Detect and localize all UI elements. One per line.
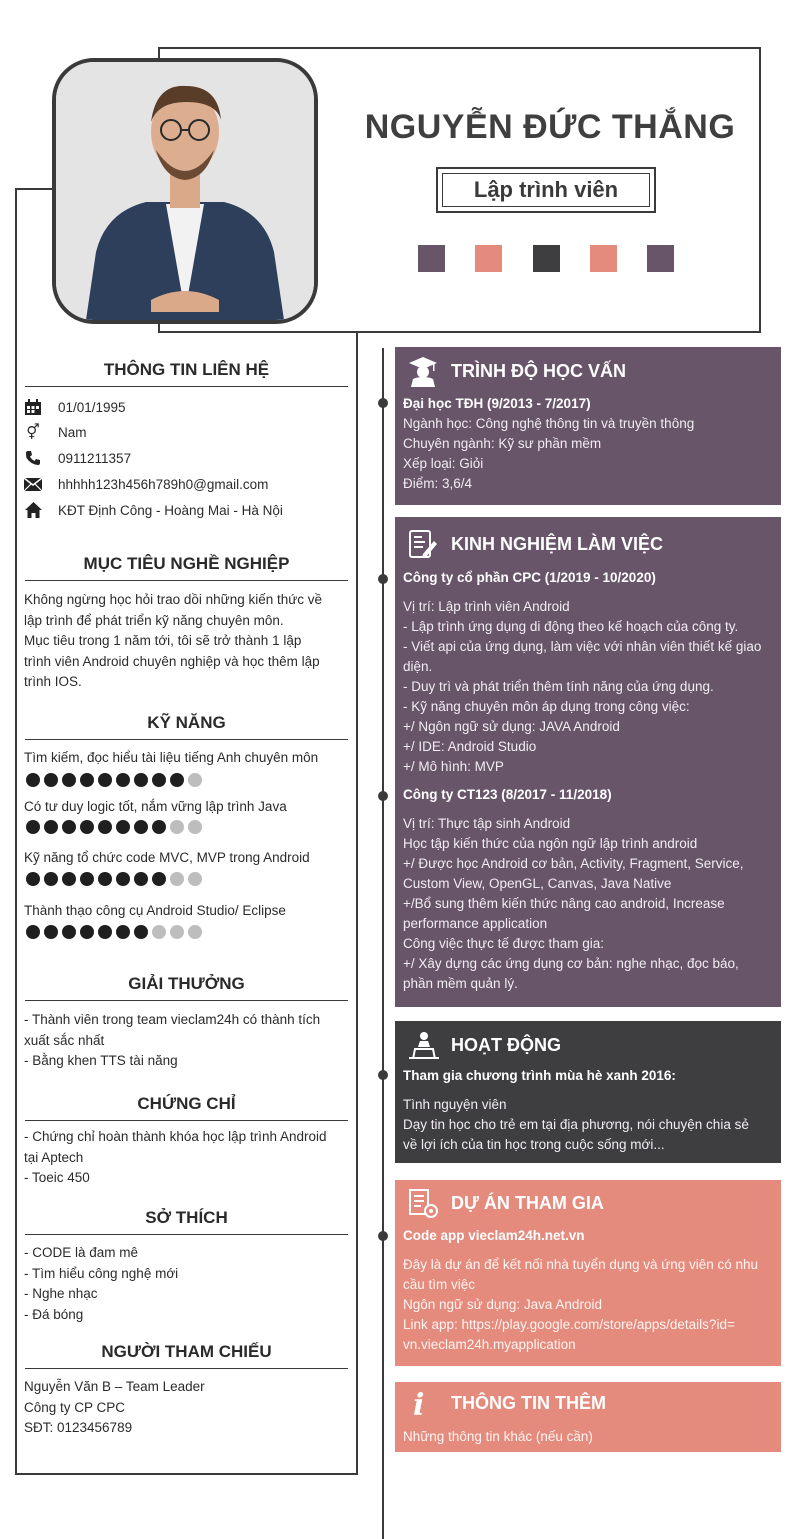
- gender-value: Nam: [58, 424, 87, 440]
- objective-text: [24, 590, 344, 693]
- activities-heading: Tham gia chương trình mùa hè xanh 2016:: [403, 1068, 676, 1083]
- hobbies-title: SỞ THÍCH: [25, 1208, 348, 1235]
- certificates-text: [24, 1127, 344, 1189]
- skill-dot-filled: [98, 773, 112, 787]
- job-title-frame: [436, 167, 656, 213]
- job-line: +/ Mô hình: MVP: [403, 759, 504, 774]
- job-line: +/ Ngôn ngữ sử dụng: JAVA Android: [403, 719, 620, 734]
- contact-phone: [22, 448, 131, 468]
- job-heading: Công ty cổ phần CPC (1/2019 - 10/2020): [403, 570, 656, 585]
- timeline-node: [378, 398, 388, 408]
- skill-dot-filled: [62, 872, 76, 886]
- skill-dot-filled: [26, 872, 40, 886]
- activity-line: về lợi ích của tin học trong cuộc sống mới...: [403, 1137, 665, 1152]
- home-icon: [22, 502, 44, 518]
- job-2: [403, 785, 775, 994]
- skill-dot-filled: [98, 872, 112, 886]
- phone-value: 0911211357: [58, 450, 132, 466]
- job-line: Công việc thực tế được tham gia:: [403, 936, 605, 951]
- objective-line: trình IOS.: [24, 674, 82, 689]
- skill-dot-filled: [44, 872, 58, 886]
- skill-dot-empty: [170, 820, 184, 834]
- references-text: [24, 1377, 344, 1439]
- hobby-line: - Đá bóng: [24, 1306, 84, 1322]
- skill-dot-empty: [188, 820, 202, 834]
- info-icon: i: [413, 1388, 425, 1423]
- job-line: - Lập trình ứng dụng di động theo kế hoạch của công ty.: [403, 619, 739, 634]
- objective-line: Không ngừng học hỏi trao dồi những kiến thức về: [24, 592, 323, 607]
- more-info-card: [395, 1382, 781, 1452]
- skill-label: Tìm kiếm, đọc hiểu tài liệu tiếng Anh chuyên môn: [24, 750, 319, 765]
- education-title: TRÌNH ĐỘ HỌC VẤN: [451, 361, 626, 381]
- certificate-line: tại Aptech: [24, 1149, 84, 1165]
- skill-dot-filled: [26, 773, 40, 787]
- job-heading: Công ty CT123 (8/2017 - 11/2018): [403, 787, 612, 802]
- education-line: Chuyên ngành: Kỹ sư phần mềm: [403, 436, 602, 451]
- phone-icon: [22, 450, 44, 466]
- job-line: Custom View, OpenGL, Canvas, Java Native: [403, 876, 672, 891]
- skill-dot-filled: [80, 925, 94, 939]
- skill-dot-empty: [188, 773, 202, 787]
- portrait-illustration: [56, 62, 314, 320]
- skills-title: KỸ NĂNG: [25, 713, 348, 740]
- timeline-line: [382, 348, 384, 1539]
- job-line: diện.: [403, 659, 433, 674]
- skill-dot-filled: [44, 773, 58, 787]
- skill-dot-filled: [134, 820, 148, 834]
- project-line: Ngôn ngữ sử dụng: Java Android: [403, 1297, 602, 1312]
- gender-icon: ⚥: [26, 424, 40, 441]
- more-info-text: Những thông tin khác (nếu cần): [403, 1429, 593, 1444]
- reference-line: Công ty CP CPC: [24, 1399, 126, 1415]
- contact-title: THÔNG TIN LIÊN HỆ: [25, 360, 348, 387]
- certificate-line: - Toeic 450: [24, 1170, 90, 1185]
- project-line: Đây là dự án để kết nối nhà tuyển dụng và ứng viên có nhu: [403, 1257, 759, 1272]
- email-value: hhhhh123h456h789h0@gmail.com: [58, 476, 269, 492]
- experience-title: KINH NGHIỆM LÀM VIỆC: [451, 534, 664, 554]
- award-line: xuất sắc nhất: [24, 1032, 105, 1048]
- job-line: +/ Được học Android cơ bản, Activity, Fragment, Service,: [403, 856, 744, 871]
- awards-title: GIẢI THƯỞNG: [25, 974, 348, 1001]
- calendar-icon: [22, 399, 44, 416]
- skill-dot-filled: [80, 820, 94, 834]
- skill-dot-filled: [44, 820, 58, 834]
- skill-dot-filled: [62, 820, 76, 834]
- timeline-node: [378, 1070, 388, 1080]
- skill-dot-filled: [134, 872, 148, 886]
- timeline-node: [378, 1231, 388, 1241]
- email-icon: [22, 478, 44, 491]
- job-line: +/ Xây dựng các ứng dụng cơ bản: nghe nhạc, đọc báo,: [403, 956, 739, 971]
- job-line: Vị trí: Thực tập sinh Android: [403, 816, 571, 831]
- awards-text: [24, 1010, 344, 1072]
- contact-address: [22, 500, 283, 520]
- job-line: Học tập kiến thức của ngôn ngữ lập trình android: [403, 836, 698, 851]
- skill-dot-filled: [134, 773, 148, 787]
- activity-line: Dạy tin học cho trẻ em tại địa phương, nói chuyện chia sẻ: [403, 1117, 749, 1132]
- skill-dot-filled: [26, 925, 40, 939]
- skill-dot-empty: [170, 872, 184, 886]
- skill-dot-filled: [26, 820, 40, 834]
- skill-label: Có tư duy logic tốt, nắm vững lập trình Java: [24, 799, 287, 814]
- project-heading: Code app vieclam24h.net.vn: [403, 1228, 585, 1243]
- swatch-1: [418, 245, 445, 272]
- swatch-3: [533, 245, 560, 272]
- skill-dot-filled: [152, 872, 166, 886]
- graduate-icon: [409, 357, 437, 392]
- skill-dot-filled: [152, 820, 166, 834]
- skill-dot-filled: [98, 820, 112, 834]
- education-line: Điểm: 3,6/4: [403, 476, 473, 491]
- skill-dot-filled: [44, 925, 58, 939]
- skill-dot-empty: [188, 925, 202, 939]
- experience-card: [395, 517, 781, 1007]
- avatar: [52, 58, 318, 324]
- contact-gender: [22, 422, 87, 442]
- skill-dot-filled: [134, 925, 148, 939]
- job-line: performance application: [403, 916, 548, 931]
- job-line: phần mềm quản lý.: [403, 976, 518, 991]
- podium-icon: [409, 1031, 439, 1064]
- skill-dot-filled: [116, 820, 130, 834]
- birthday-value: 01/01/1995: [58, 399, 126, 415]
- address-value: KĐT Định Công - Hoàng Mai - Hà Nội: [58, 502, 283, 518]
- project-line: cầu tìm việc: [403, 1277, 476, 1292]
- skill-dot-filled: [116, 872, 130, 886]
- skill-rating: [26, 773, 202, 787]
- activities-title: HOẠT ĐỘNG: [451, 1035, 561, 1055]
- skill-label: Thành thạo công cụ Android Studio/ Eclipse: [24, 903, 286, 918]
- skill-dot-filled: [80, 773, 94, 787]
- project-line: vn.vieclam24h.myapplication: [403, 1337, 576, 1352]
- skill-dot-filled: [116, 773, 130, 787]
- objective-line: trình viên Android chuyên nghiệp và học thêm lập: [24, 653, 320, 669]
- hobby-line: - CODE là đam mê: [24, 1245, 139, 1260]
- skill-dot-filled: [98, 925, 112, 939]
- certificates-title: CHỨNG CHỈ: [25, 1094, 348, 1121]
- skill-dot-filled: [62, 773, 76, 787]
- project-line: Link app: https://play.google.com/store/apps/details?id=: [403, 1317, 735, 1332]
- job-line: - Viết api của ứng dụng, làm việc với nhân viên thiết kế giao: [403, 639, 762, 654]
- swatch-5: [647, 245, 674, 272]
- candidate-name: NGUYỄN ĐỨC THẮNG: [364, 108, 736, 146]
- projects-title: DỰ ÁN THAM GIA: [451, 1193, 604, 1213]
- timeline-node: [378, 791, 388, 801]
- education-line: Ngành học: Công nghệ thông tin và truyền thông: [403, 416, 695, 431]
- skill-dot-filled: [80, 872, 94, 886]
- swatch-2: [475, 245, 502, 272]
- project-doc-icon: [409, 1189, 439, 1224]
- education-line: Xếp loại: Giỏi: [403, 456, 484, 471]
- skill-rating: [26, 872, 202, 886]
- job-line: +/Bổ sung thêm kiến thức nâng cao android, Increase: [403, 896, 725, 911]
- skill-label: Kỹ năng tổ chức code MVC, MVP trong Android: [24, 850, 310, 865]
- education-heading: Đại học TĐH (9/2013 - 7/2017): [403, 396, 591, 411]
- skill-rating: [26, 925, 202, 939]
- skill-dot-empty: [170, 925, 184, 939]
- job-line: +/ IDE: Android Studio: [403, 739, 537, 754]
- hobbies-text: [24, 1243, 344, 1325]
- job-title: Lập trình viên: [473, 177, 619, 202]
- job-line: Vị trí: Lập trình viên Android: [403, 599, 570, 614]
- objective-title: MỤC TIÊU NGHỀ NGHIỆP: [25, 554, 348, 581]
- color-swatches: [418, 245, 678, 272]
- contact-birthday: [22, 397, 126, 417]
- skill-dot-filled: [116, 925, 130, 939]
- objective-line: Mục tiêu trong 1 năm tới, tôi sẽ trở thành 1 lập: [24, 633, 302, 648]
- award-line: - Bằng khen TTS tài năng: [24, 1053, 178, 1068]
- activity-line: Tình nguyện viên: [403, 1097, 507, 1112]
- job-line: - Duy trì và phát triển thêm tính năng của ứng dụng.: [403, 679, 714, 694]
- skill-dot-filled: [170, 773, 184, 787]
- certificate-line: - Chứng chỉ hoàn thành khóa học lập trình Android: [24, 1129, 327, 1144]
- references-title: NGƯỜI THAM CHIẾU: [25, 1342, 348, 1369]
- award-line: - Thành viên trong team vieclam24h có thành tích: [24, 1012, 321, 1027]
- job-1: [403, 568, 775, 777]
- reference-line: Nguyễn Văn B – Team Leader: [24, 1379, 205, 1394]
- skill-rating: [26, 820, 202, 834]
- swatch-4: [590, 245, 617, 272]
- skill-dot-filled: [152, 773, 166, 787]
- projects-card: [395, 1180, 781, 1366]
- contact-email: [22, 474, 268, 494]
- skill-dot-empty: [152, 925, 166, 939]
- skill-dot-filled: [62, 925, 76, 939]
- hobby-line: - Tìm hiểu công nghệ mới: [24, 1265, 179, 1281]
- timeline-node: [378, 574, 388, 584]
- more-info-title: THÔNG TIN THÊM: [451, 1393, 606, 1413]
- activities-card: [395, 1021, 781, 1163]
- resume-edit-icon: [409, 529, 437, 564]
- reference-line: SĐT: 0123456789: [24, 1420, 133, 1435]
- objective-line: lập trình để phát triển kỹ năng chuyên môn.: [24, 612, 284, 628]
- job-line: - Kỹ năng chuyên môn áp dụng trong công việc:: [403, 699, 690, 714]
- hobby-line: - Nghe nhạc: [24, 1286, 98, 1301]
- skill-dot-empty: [188, 872, 202, 886]
